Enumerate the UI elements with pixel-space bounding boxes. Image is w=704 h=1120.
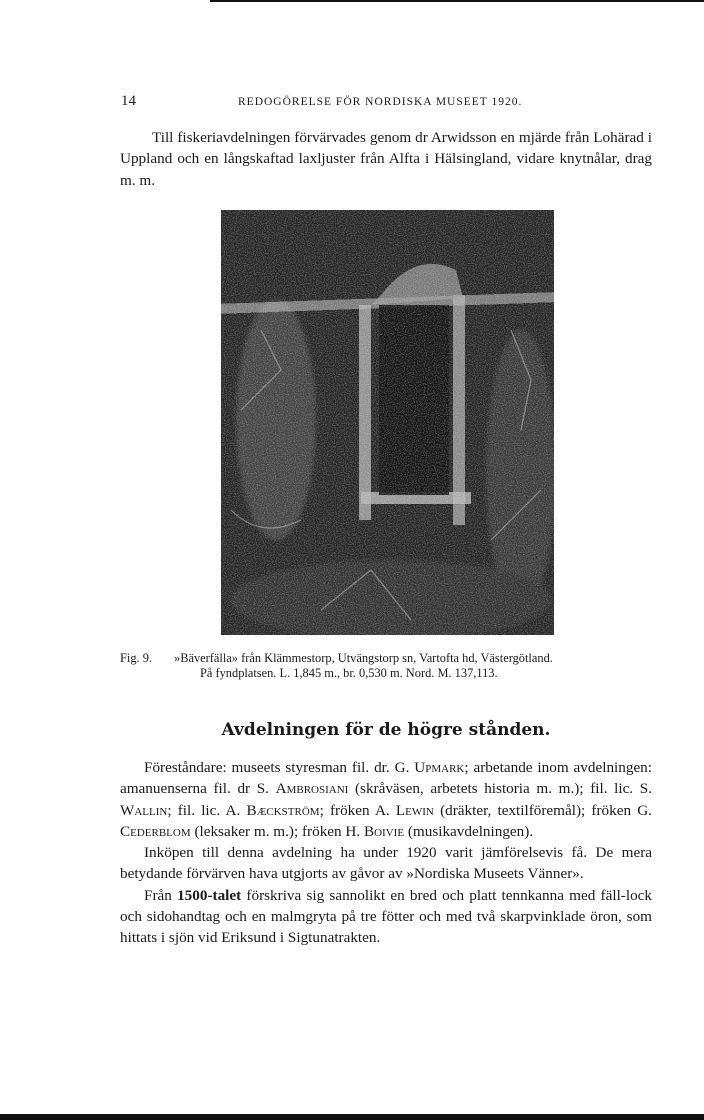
figure-label: Fig. 9. (120, 651, 153, 665)
name-ambrosiani: Ambrosiani (275, 780, 349, 798)
purchases-paragraph: Inköpen till denna avdelning ha under 1920 varit jämförelsevis få. De mera betydande förvärven hava utgjorts av gåvor av »Nordiska Museets Vänner». (120, 844, 652, 883)
caption-line-1 (120, 651, 660, 666)
beaver-trap-photo (221, 210, 554, 635)
top-rule (210, 0, 704, 2)
running-title: REDOGÖRELSE FÖR NORDISKA MUSEET 1920. (238, 96, 523, 108)
name-cederblom: Cederblom (120, 822, 191, 840)
bottom-rule (0, 1114, 704, 1120)
intro-paragraph-block (120, 127, 652, 191)
name-upmark: Upmark (414, 759, 465, 776)
figure-caption (120, 651, 660, 681)
name-baeckstrom: Bæckström (246, 801, 320, 819)
caption-text-1: »Bäverfälla» från Klämmestorp, Utvängstorp sn, Vartofta hd, Västergötland. (174, 651, 553, 665)
page-number: 14 (121, 93, 136, 109)
name-wallin: Wallin (120, 801, 168, 819)
sixteenth-century-paragraph: Från 1500-talet förskriva sig sannolikt en bred och platt tennkanna med fäll-lock och sidohandtag och en malmgryta på tre fötter och med två skarpvinklade öron, som hittats i sjön vid Eriksund i Sigtunatrakten. (120, 886, 652, 947)
period-label: 1500-talet (177, 886, 242, 904)
caption-line-2: På fyndplatsen. L. 1,845 m., br. 0,530 m. Nord. M. 137,113. (200, 666, 498, 680)
staff-paragraph: Föreståndare: museets styresman fil. dr. G. Upmark; arbetande inom avdelningen: amanuenserna fil. dr S. Ambrosiani (skråväsen, arbetets historia m. m.); fil. lic. S. Wallin; fil. lic. A. Bæckström; fröken A. Lewin (dräkter, textilföremål); fröken G. Cederblom (leksaker m. m.); fröken H. Boivie (musikavdelningen). (120, 759, 652, 840)
section-body (120, 757, 652, 949)
name-boivie: Boivie (363, 822, 405, 840)
intro-paragraph: Till fiskeriavdelningen förvärvades genom dr Arwidsson en mjärde från Lohärad i Uppland och en långskaftad laxljuster från Alfta i Hälsingland, vidare knytnålar, drag m. m. (120, 129, 652, 189)
section-heading: Avdelningen för de högre stånden. (221, 720, 551, 740)
name-lewin: Lewin (395, 801, 434, 819)
